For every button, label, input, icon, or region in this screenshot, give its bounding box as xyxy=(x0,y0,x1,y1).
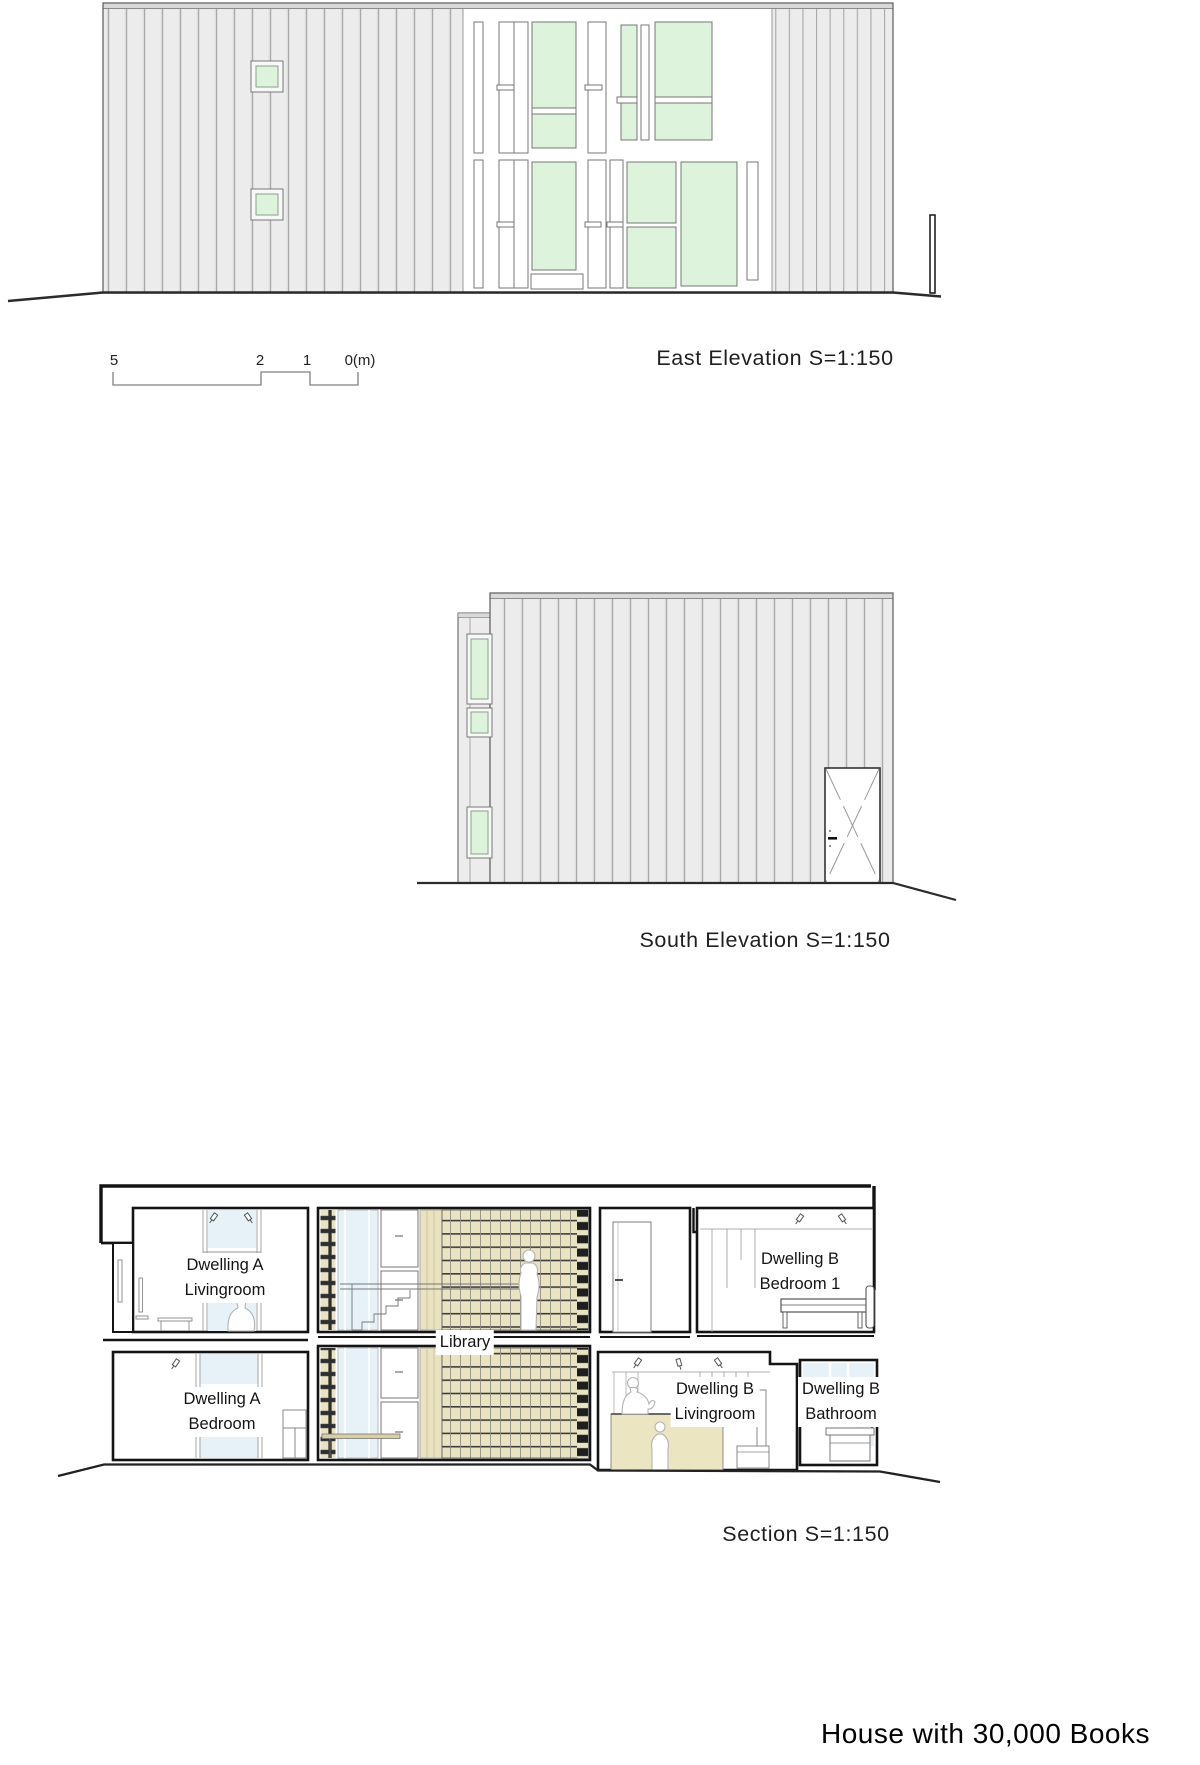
right-siding xyxy=(772,8,893,293)
section-drawing xyxy=(0,1140,1200,1520)
room-dwelling-b-hall xyxy=(600,1208,697,1332)
east-elevation-caption: East Elevation S=1:150 xyxy=(656,346,894,370)
east-elevation-drawing xyxy=(0,0,1200,340)
bookshelf-grid xyxy=(442,1348,588,1458)
scale-label-0m: 0(m) xyxy=(344,352,376,369)
scale-label-1: 1 xyxy=(302,352,312,369)
south-elevation-caption: South Elevation S=1:150 xyxy=(639,928,891,952)
entrance-door xyxy=(825,768,880,883)
book-spines xyxy=(321,1210,336,1330)
roof-edge xyxy=(103,3,893,9)
scale-label-2: 2 xyxy=(255,352,265,369)
ground-line xyxy=(8,293,941,302)
book-spines xyxy=(577,1348,588,1458)
site-pole xyxy=(930,215,935,293)
ground-line xyxy=(417,883,956,900)
label-dwelling-b-livingroom: Dwelling B Livingroom xyxy=(671,1377,760,1427)
ground-line xyxy=(58,1465,940,1483)
library-upper xyxy=(318,1208,590,1332)
cabinet xyxy=(283,1410,306,1458)
bench xyxy=(322,1434,400,1439)
table xyxy=(158,1318,192,1321)
label-dwelling-b-bathroom: Dwelling B Bathroom xyxy=(798,1377,884,1427)
door-handle xyxy=(828,837,837,840)
book-spines xyxy=(321,1348,336,1458)
book-spines xyxy=(577,1210,588,1330)
bookshelf-grid xyxy=(442,1210,588,1330)
building-body xyxy=(103,3,893,293)
sheet-title: House with 30,000 Books xyxy=(820,1718,1150,1749)
left-siding xyxy=(103,8,463,293)
sink xyxy=(826,1428,874,1461)
section-caption: Section S=1:150 xyxy=(722,1522,890,1546)
library-lower xyxy=(318,1346,590,1460)
scale-label-5: 5 xyxy=(109,352,119,369)
roof-edge xyxy=(490,593,893,599)
label-dwelling-b-bedroom1: Dwelling B Bedroom 1 xyxy=(756,1247,845,1297)
door xyxy=(613,1222,651,1332)
south-elevation-drawing xyxy=(0,570,1200,920)
label-dwelling-a-bedroom: Dwelling A Bedroom xyxy=(179,1387,264,1437)
label-library: Library xyxy=(436,1330,494,1355)
tv xyxy=(139,1278,143,1312)
label-dwelling-a-livingroom: Dwelling A Livingroom xyxy=(181,1253,270,1303)
scale-bar xyxy=(100,368,390,393)
